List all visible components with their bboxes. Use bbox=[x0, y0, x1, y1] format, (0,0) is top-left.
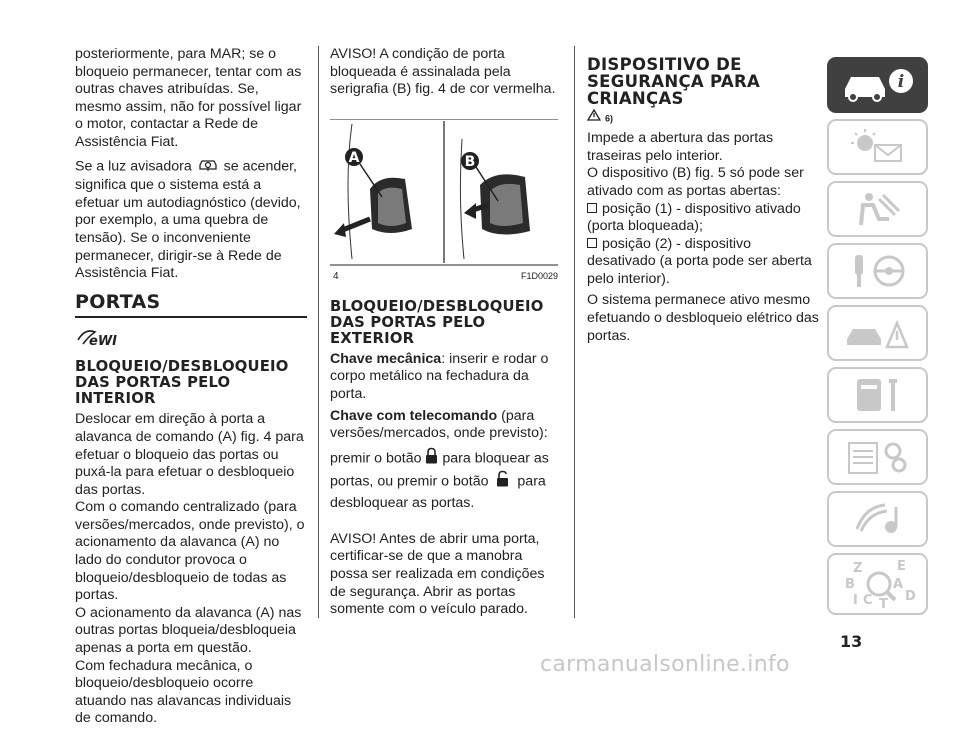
warning-reference bbox=[587, 109, 819, 128]
tab-technical-data[interactable] bbox=[827, 429, 928, 485]
tab-starting-driving[interactable] bbox=[827, 243, 928, 299]
paragraph: Impede a abertura das portas traseiras pelo interior. bbox=[587, 130, 774, 164]
paragraph: posteriormente, para MAR; se o bloqueio permanecer, tentar com as outras chaves atribuídas. Se, mesmo assim, não for possível ligar o motor, contactar a Rede de Assistência Fiat. bbox=[75, 46, 302, 150]
bullet-item bbox=[587, 236, 819, 289]
figure-label-a: A bbox=[348, 149, 360, 166]
paragraph bbox=[75, 156, 307, 283]
column-divider bbox=[318, 46, 319, 618]
text-span: posição (1) - dispositivo ativado (porta bloqueada); bbox=[587, 200, 801, 235]
column-3 bbox=[587, 46, 819, 349]
index-letter: D bbox=[904, 589, 916, 604]
tab-emergency[interactable] bbox=[827, 305, 928, 361]
index-letter: C bbox=[862, 593, 873, 608]
tab-car-info[interactable] bbox=[827, 57, 928, 113]
text-span: (para versões/mercados, onde previsto): bbox=[330, 407, 548, 442]
subsection-title: BLOQUEIO/DESBLOQUEIO DAS PORTAS PELO EXTERIOR bbox=[330, 297, 544, 347]
paragraph bbox=[330, 351, 562, 404]
text-span: se acender, significa que o sistema está a efetuar um autodiagnóstico (devido, por exemplo, a uma quebra de tensão). Se o inconveniente permanecer, dirigir-se à Rede de Assistência Fiat. bbox=[75, 158, 301, 282]
subsection-title: BLOQUEIO/DESBLOQUEIO DAS PORTAS PELO INTERIOR bbox=[75, 358, 289, 408]
door-lever-illustration bbox=[330, 119, 560, 289]
tab-warning-lights[interactable] bbox=[827, 119, 928, 175]
index-letter: Z bbox=[852, 561, 862, 576]
watermark: carmanualsonline.info bbox=[540, 652, 790, 677]
tab-index[interactable] bbox=[827, 553, 928, 615]
figure-label-b: B bbox=[464, 153, 476, 170]
paragraph bbox=[330, 447, 562, 513]
page-number: 13 bbox=[840, 632, 863, 651]
maintenance-icon bbox=[839, 375, 917, 415]
paragraph: AVISO! Antes de abrir uma porta, certificar-se de que a manobra possa ser realizada em condições de segurança. Abrir as portas somente com o veículo parado. bbox=[330, 530, 545, 618]
text-span: : inserir e rodar o corpo metálico na fechadura da porta. bbox=[330, 350, 549, 402]
eco-icon bbox=[75, 326, 307, 354]
index-letter: B bbox=[844, 577, 855, 592]
index-letter: T bbox=[878, 597, 888, 610]
tab-maintenance[interactable] bbox=[827, 367, 928, 423]
text-span: posição (2) - dispositivo desativado (a porta pode ser aberta pelo interior). bbox=[587, 235, 812, 287]
warning-triangle-icon bbox=[587, 109, 601, 127]
bullet-square bbox=[587, 203, 597, 213]
chapter-tabs bbox=[827, 57, 928, 621]
term: Chave com telecomando bbox=[330, 407, 498, 424]
warning-ref-number: 6) bbox=[604, 113, 613, 124]
figure-4 bbox=[330, 119, 558, 289]
text-span: Se a luz avisadora bbox=[75, 158, 192, 175]
paragraph: O dispositivo (B) fig. 5 só pode ser ativado com as portas abertas: bbox=[587, 165, 804, 199]
index-letter: I bbox=[852, 593, 858, 608]
paragraph: Com o comando centralizado (para versões/mercados, onde previsto), o acionamento da alavanca (A) no lado do condutor provoca o bloqueio/desbloqueio de todas as portas. bbox=[75, 499, 305, 604]
paragraph: Deslocar em direção à porta a alavanca de comando (A) fig. 4 para efetuar o bloqueio das portas ou puxá-la para efetuar o desbloqueio das portas. bbox=[75, 411, 304, 498]
bullet-item bbox=[587, 201, 819, 236]
index-letter: A bbox=[892, 577, 903, 592]
tab-multimedia[interactable] bbox=[827, 491, 928, 547]
paragraph: O acionamento da alavanca (A) nas outras portas bloqueia/desbloqueia apenas a porta em questão. bbox=[75, 604, 302, 657]
unlock-icon bbox=[496, 470, 509, 493]
emergency-icon bbox=[839, 313, 917, 353]
bullet-square bbox=[587, 238, 597, 248]
immobilizer-warning-icon bbox=[196, 156, 220, 178]
section-rule bbox=[75, 316, 307, 318]
lock-icon bbox=[425, 447, 438, 470]
text-span: premir o botão bbox=[330, 450, 422, 466]
section-title: DISPOSITIVO DE SEGURANÇA PARA CRIANÇAS bbox=[587, 55, 761, 108]
svg-text:i: i bbox=[897, 72, 904, 92]
column-1 bbox=[75, 46, 307, 732]
technical-data-icon bbox=[839, 437, 917, 477]
figure-number: 4 bbox=[333, 270, 339, 282]
column-2 bbox=[330, 46, 562, 623]
airbag-seat-icon bbox=[839, 189, 917, 229]
multimedia-icon bbox=[839, 499, 917, 539]
text-span: para desbloquear as portas. bbox=[330, 473, 546, 511]
section-title: PORTAS bbox=[75, 290, 161, 313]
warning-lights-icon bbox=[839, 127, 917, 167]
paragraph: O sistema permanece ativo mesmo efetuando o desbloqueio elétrico das portas. bbox=[587, 292, 819, 344]
column-divider bbox=[574, 46, 575, 618]
paragraph: AVISO! A condição de porta bloqueada é assinalada pela serigrafia (B) fig. 4 de cor vermelha. bbox=[330, 46, 556, 98]
paragraph bbox=[330, 408, 562, 443]
text-span: para bloquear as portas, ou premir o botão bbox=[330, 450, 549, 489]
index-letter: E bbox=[896, 559, 906, 574]
figure-code: F1D0029 bbox=[520, 270, 558, 281]
car-info-icon bbox=[839, 65, 917, 105]
paragraph: Com fechadura mecânica, o bloqueio/desbloqueio ocorre atuando nas alavancas individuais de comando. bbox=[75, 657, 292, 727]
svg-text:eWI: eWI bbox=[89, 333, 117, 348]
starting-driving-icon bbox=[839, 251, 917, 291]
tab-safety[interactable] bbox=[827, 181, 928, 237]
index-icon bbox=[839, 558, 917, 610]
term: Chave mecânica bbox=[330, 350, 442, 367]
